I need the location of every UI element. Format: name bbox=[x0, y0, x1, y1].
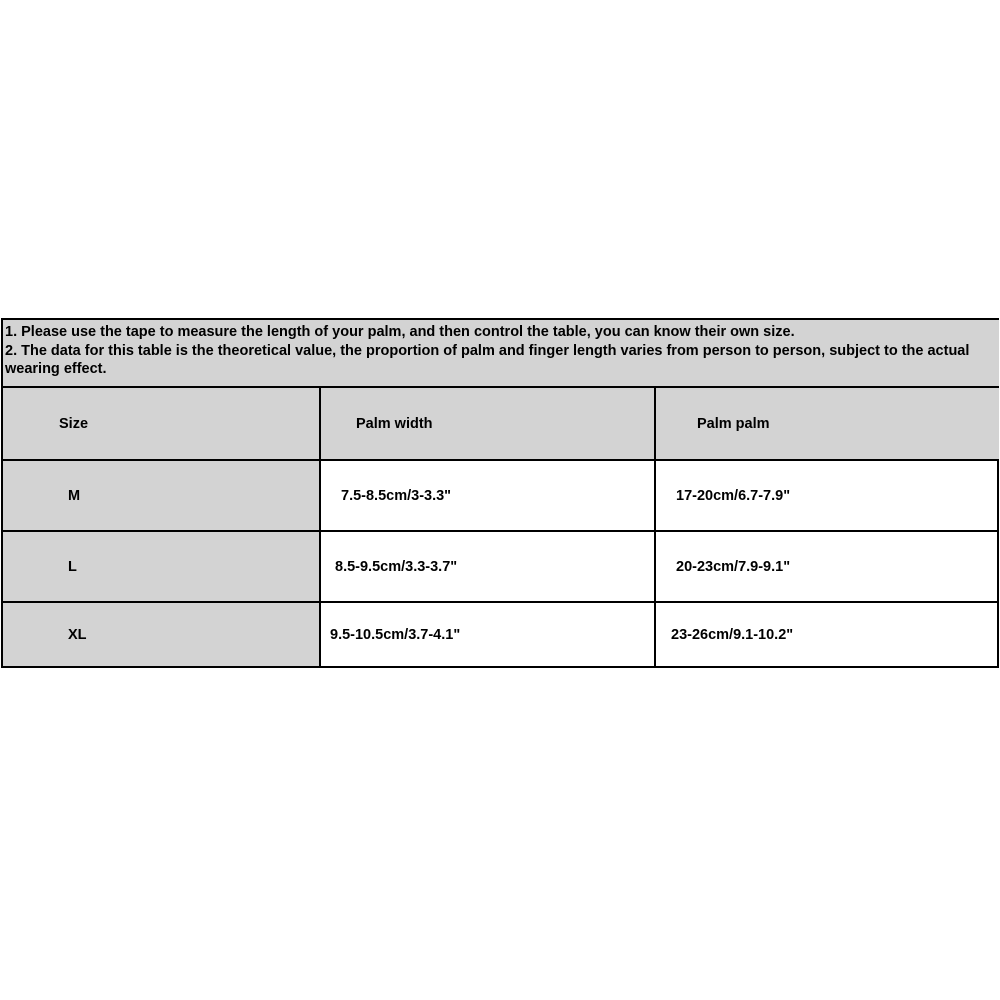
note-line-2: 2. The data for this table is the theoretical value, the proportion of palm and finger length varies from person to person, subject to the actual wearing effect. bbox=[5, 342, 970, 377]
header-palm-palm-label: Palm palm bbox=[697, 415, 770, 432]
palm-palm-cell bbox=[656, 461, 999, 530]
palm-width-value: 8.5-9.5cm/3.3-3.7" bbox=[335, 558, 458, 575]
measurement-notes bbox=[3, 320, 999, 388]
palm-width-cell bbox=[321, 532, 656, 601]
header-size-label: Size bbox=[59, 415, 89, 432]
size-chart-table bbox=[1, 318, 999, 668]
palm-palm-value: 20-23cm/7.9-9.1" bbox=[676, 558, 791, 575]
size-cell bbox=[3, 461, 321, 530]
table-row bbox=[3, 459, 999, 530]
palm-palm-value: 23-26cm/9.1-10.2" bbox=[671, 626, 794, 643]
note-line-1: 1. Please use the tape to measure the length of your palm, and then control the table, you can know their own size. bbox=[5, 324, 795, 340]
size-value: M bbox=[68, 487, 81, 504]
table-row bbox=[3, 530, 999, 601]
header-cell-size bbox=[3, 388, 321, 459]
size-value: L bbox=[68, 558, 77, 575]
header-cell-palm-palm bbox=[656, 388, 999, 459]
size-value: XL bbox=[68, 626, 87, 643]
header-palm-width-label: Palm width bbox=[356, 415, 433, 432]
palm-palm-value: 17-20cm/6.7-7.9" bbox=[676, 487, 791, 504]
table-header-row bbox=[3, 388, 999, 459]
header-cell-palm-width bbox=[321, 388, 656, 459]
table-row bbox=[3, 601, 999, 666]
palm-width-cell bbox=[321, 603, 656, 666]
size-cell bbox=[3, 532, 321, 601]
palm-palm-cell bbox=[656, 603, 999, 666]
palm-width-value: 7.5-8.5cm/3-3.3" bbox=[341, 487, 452, 504]
palm-width-value: 9.5-10.5cm/3.7-4.1" bbox=[330, 626, 461, 643]
palm-width-cell bbox=[321, 461, 656, 530]
size-cell bbox=[3, 603, 321, 666]
palm-palm-cell bbox=[656, 532, 999, 601]
